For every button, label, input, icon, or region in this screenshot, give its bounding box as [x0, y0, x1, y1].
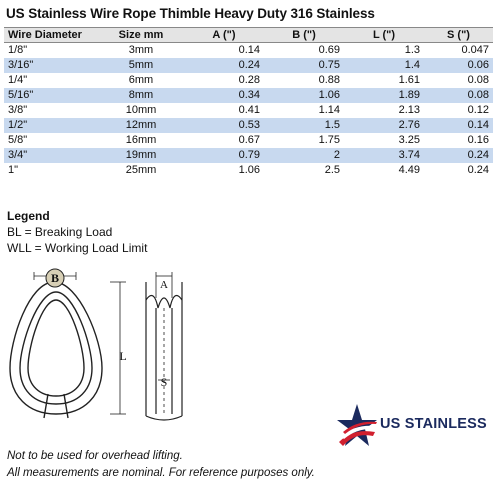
cell-s: 0.12: [424, 103, 493, 118]
cell-s: 0.06: [424, 58, 493, 73]
cell-l: 1.3: [344, 43, 424, 58]
column-header-b: B ("): [264, 28, 344, 43]
cell-l: 1.61: [344, 73, 424, 88]
cell-size-mm: 6mm: [98, 73, 184, 88]
cell-s: 0.24: [424, 163, 493, 178]
cell-wire-diameter: 1/4": [4, 73, 98, 88]
label-a: A: [160, 279, 168, 291]
table-header-row: [4, 28, 493, 43]
cell-b: 1.06: [264, 88, 344, 103]
cell-l: 2.76: [344, 118, 424, 133]
cell-a: 0.14: [184, 43, 264, 58]
label-b: B: [50, 271, 60, 285]
cell-size-mm: 3mm: [98, 43, 184, 58]
legend-title: Legend: [7, 209, 50, 223]
cell-a: 0.53: [184, 118, 264, 133]
table-row: [4, 133, 493, 148]
cell-s: 0.16: [424, 133, 493, 148]
spec-table: [4, 27, 493, 178]
column-header-size-mm: Size mm: [98, 28, 184, 43]
cell-wire-diameter: 3/4": [4, 148, 98, 163]
cell-wire-diameter: 1/2": [4, 118, 98, 133]
cell-size-mm: 8mm: [98, 88, 184, 103]
cell-wire-diameter: 1": [4, 163, 98, 178]
legend-item-wll: WLL = Working Load Limit: [7, 241, 148, 255]
cell-l: 1.4: [344, 58, 424, 73]
cell-b: 1.14: [264, 103, 344, 118]
label-s: S: [160, 375, 168, 389]
cell-wire-diameter: 5/8": [4, 133, 98, 148]
cell-wire-diameter: 3/8": [4, 103, 98, 118]
cell-l: 3.74: [344, 148, 424, 163]
cell-l: 4.49: [344, 163, 424, 178]
table-row: [4, 148, 493, 163]
cell-l: 2.13: [344, 103, 424, 118]
cell-size-mm: 25mm: [98, 163, 184, 178]
thimble-side-view: [146, 272, 182, 420]
cell-b: 2.5: [264, 163, 344, 178]
note-overhead-lifting: Not to be used for overhead lifting.: [7, 450, 183, 462]
cell-s: 0.24: [424, 148, 493, 163]
cell-a: 0.34: [184, 88, 264, 103]
cell-b: 1.5: [264, 118, 344, 133]
cell-b: 0.69: [264, 43, 344, 58]
cell-wire-diameter: 3/16": [4, 58, 98, 73]
cell-b: 2: [264, 148, 344, 163]
column-header-l: L ("): [344, 28, 424, 43]
cell-size-mm: 10mm: [98, 103, 184, 118]
cell-a: 0.79: [184, 148, 264, 163]
label-l: L: [119, 349, 127, 363]
table-row: [4, 73, 493, 88]
thimble-diagram: [4, 268, 204, 428]
legend: [7, 208, 147, 256]
cell-a: 0.41: [184, 103, 264, 118]
brand-name: US STAINLESS: [380, 416, 487, 432]
cell-s: 0.047: [424, 43, 493, 58]
cell-s: 0.14: [424, 118, 493, 133]
cell-b: 0.88: [264, 73, 344, 88]
us-flag-star-icon: [335, 402, 379, 450]
cell-s: 0.08: [424, 88, 493, 103]
cell-b: 0.75: [264, 58, 344, 73]
column-header-s: S ("): [424, 28, 493, 43]
thimble-front-view: [10, 272, 126, 418]
cell-size-mm: 12mm: [98, 118, 184, 133]
table-row: [4, 103, 493, 118]
column-header-a: A ("): [184, 28, 264, 43]
table-row: [4, 118, 493, 133]
cell-l: 1.89: [344, 88, 424, 103]
table-row: [4, 88, 493, 103]
table-row: [4, 43, 493, 58]
cell-a: 1.06: [184, 163, 264, 178]
cell-wire-diameter: 1/8": [4, 43, 98, 58]
cell-size-mm: 5mm: [98, 58, 184, 73]
cell-a: 0.67: [184, 133, 264, 148]
cell-a: 0.28: [184, 73, 264, 88]
disclaimer-notes: [7, 448, 315, 482]
table-row: [4, 163, 493, 178]
legend-item-bl: BL = Breaking Load: [7, 225, 113, 239]
note-nominal-measurements: All measurements are nominal. For reference purposes only.: [7, 467, 315, 479]
column-header-wire-diameter: Wire Diameter: [4, 28, 98, 43]
page-title: US Stainless Wire Rope Thimble Heavy Duty 316 Stainless: [6, 6, 375, 21]
cell-a: 0.24: [184, 58, 264, 73]
cell-s: 0.08: [424, 73, 493, 88]
cell-wire-diameter: 5/16": [4, 88, 98, 103]
cell-size-mm: 16mm: [98, 133, 184, 148]
cell-b: 1.75: [264, 133, 344, 148]
cell-l: 3.25: [344, 133, 424, 148]
table-row: [4, 58, 493, 73]
cell-size-mm: 19mm: [98, 148, 184, 163]
